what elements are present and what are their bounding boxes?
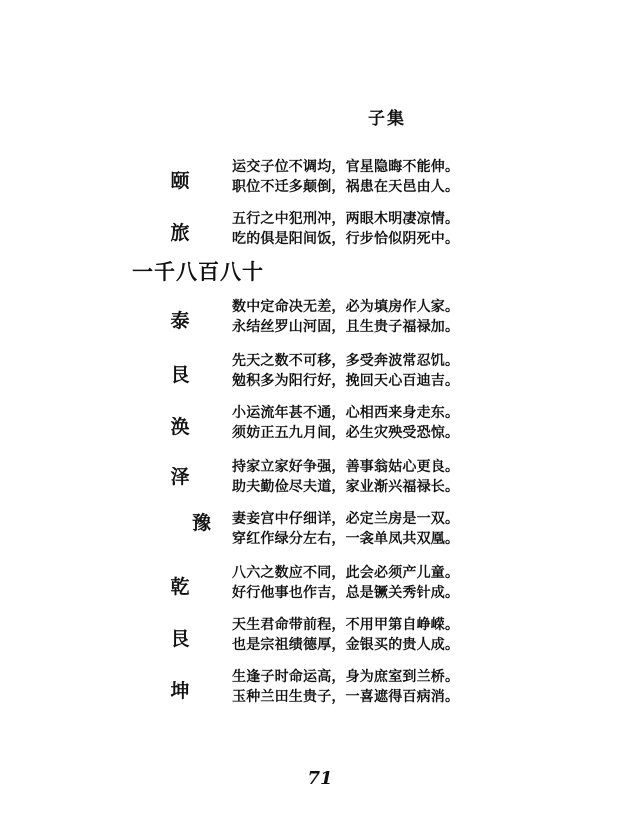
verse-line: 持家立家好争强，善事翁姑心更良。 — [232, 459, 460, 475]
verse-entry — [0, 456, 640, 500]
verse-line: 先天之数不可移，多受奔波常忍饥。 — [232, 353, 460, 369]
verse-line: 职位不迁多颠倒，祸患在天邑由人。 — [232, 179, 460, 195]
hexagram-label: 泽 — [170, 466, 190, 488]
verse-entry — [0, 562, 640, 606]
verse-line: 运交子位不调均，官星隐晦不能伸。 — [232, 159, 460, 175]
hexagram-label: 泰 — [170, 310, 190, 332]
verse-line: 小运流年甚不通，心相西来身走东。 — [232, 405, 460, 421]
verse-line: 五行之中犯刑冲，两眼木明凄凉情。 — [232, 211, 460, 227]
verse-line: 穿红作绿分左右，一衾单凤共双凰。 — [232, 531, 460, 547]
hexagram-label: 坤 — [170, 680, 190, 702]
verse-line: 玉种兰田生贵子，一喜遮得百病消。 — [232, 689, 460, 705]
hexagram-label: 涣 — [170, 416, 190, 438]
verse-line: 吃的俱是阳间饭，行步恰似阴死中。 — [232, 231, 460, 247]
section-title: 一千八百八十 — [132, 259, 264, 284]
verse-line: 永结丝罗山河固，且生贵子福禄加。 — [232, 319, 460, 335]
verse-line: 数中定命决无差，必为填房作人家。 — [232, 299, 460, 315]
verse-line: 生逢子时命运高，身为庶室到兰桥。 — [232, 669, 460, 685]
verse-entry — [0, 402, 640, 446]
verse-entry — [0, 614, 640, 658]
verse-entry — [0, 508, 640, 552]
verse-entry — [0, 350, 640, 394]
page-header: 子集 — [368, 109, 406, 129]
verse-entry — [0, 156, 640, 200]
verse-line: 勉积多为阳行好，挽回天心百迪吉。 — [232, 373, 460, 389]
hexagram-label: 颐 — [170, 170, 190, 192]
hexagram-label: 艮 — [170, 628, 190, 650]
page-number: 71 — [307, 768, 333, 789]
hexagram-label-secondary: 豫 — [192, 512, 212, 534]
verse-line: 好行他事也作吉，总是镢关秀针成。 — [232, 585, 460, 601]
verse-line: 妻妾宫中仔细详，必定兰房是一双。 — [232, 511, 460, 527]
hexagram-label: 艮 — [170, 364, 190, 386]
verse-line: 也是宗祖绩德厚，金银买的贵人成。 — [232, 637, 460, 653]
verse-entry — [0, 666, 640, 710]
verse-line: 八六之数应不同，此会必须产儿童。 — [232, 565, 460, 581]
verse-line: 天生君命带前程，不用甲第自峥嵘。 — [232, 617, 460, 633]
verse-line: 须妨正五九月间，必生灾殃受恐惊。 — [232, 425, 460, 441]
hexagram-label: 旅 — [170, 222, 190, 244]
verse-line: 助夫勤俭尽夫道，家业渐兴福禄长。 — [232, 479, 460, 495]
hexagram-label: 乾 — [170, 576, 190, 598]
verse-entry — [0, 296, 640, 340]
verse-entry — [0, 208, 640, 252]
